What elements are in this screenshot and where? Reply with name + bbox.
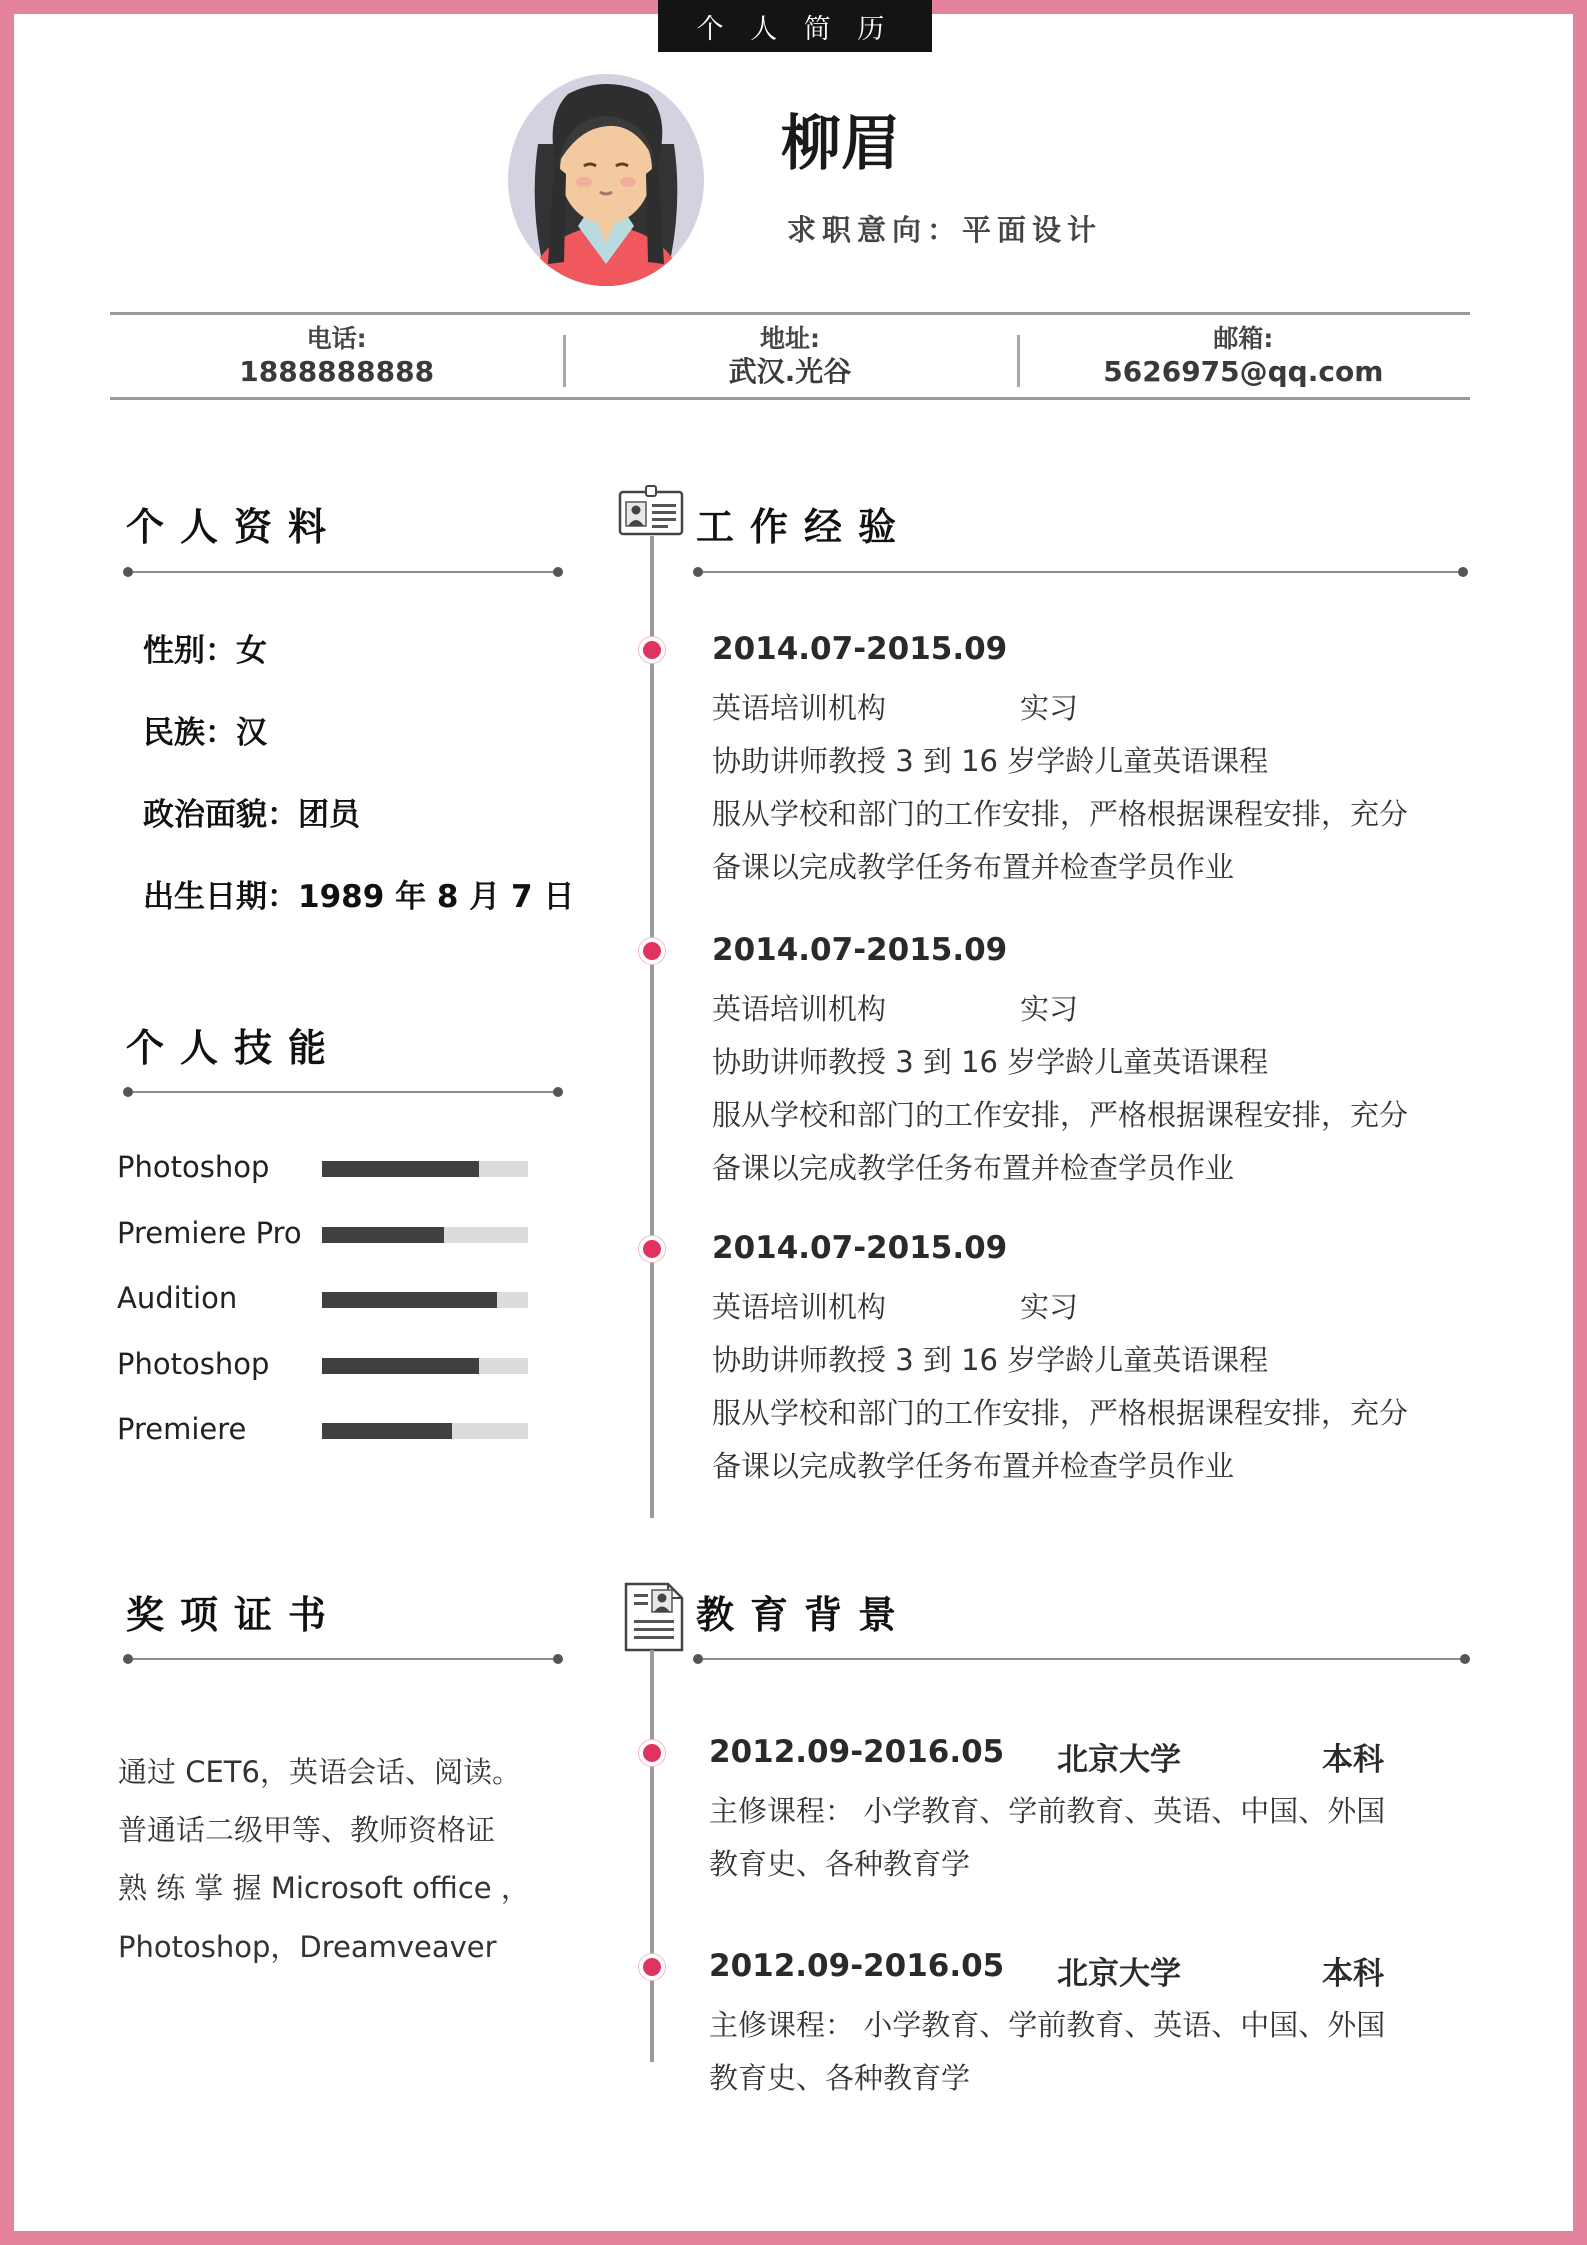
experience-date: 2014.07-2015.09: [712, 1230, 1008, 1266]
resume-title-bar: 个 人 简 历: [658, 0, 932, 52]
experience-section-title: 工作经验: [696, 505, 913, 549]
timeline-dot: [639, 1236, 665, 1262]
skill-bar-fill: [322, 1227, 444, 1243]
profile-birth-date: 出生日期：1989 年 8 月 7 日: [143, 879, 575, 915]
timeline-dot: [639, 938, 665, 964]
skill-bar-fill: [322, 1292, 497, 1308]
skill-name: Photoshop: [117, 1150, 270, 1184]
experience-detail: 协助讲师教授 3 到 16 岁学龄儿童英语课程: [712, 1343, 1269, 1377]
education-degree: 本科: [1322, 1742, 1384, 1778]
skill-name: Audition: [117, 1281, 238, 1315]
education-section-title: 教育背景: [696, 1593, 913, 1637]
section-divider: [128, 571, 558, 573]
education-school: 北京大学: [1057, 1956, 1181, 1992]
experience-detail: 服从学校和部门的工作安排，严格根据课程安排，充分: [712, 1396, 1409, 1430]
experience-org: 英语培训机构: [712, 691, 887, 725]
skill-name: Premiere Pro: [117, 1216, 302, 1250]
section-divider: [698, 571, 1463, 573]
contact-address: [563, 315, 1016, 397]
education-date: 2012.09-2016.05: [709, 1948, 1005, 1984]
section-divider: [128, 1658, 558, 1660]
profile-political-status: 政治面貌：团员: [143, 797, 360, 833]
skill-bar: [322, 1358, 528, 1374]
address-value: 武汉.光谷: [728, 355, 852, 389]
education-courses: 教育史、各种教育学: [709, 1847, 971, 1881]
experience-detail: 服从学校和部门的工作安排，严格根据课程安排，充分: [712, 797, 1409, 831]
section-divider: [698, 1658, 1465, 1660]
awards-section-title: 奖项证书: [126, 1593, 343, 1637]
skill-bar: [322, 1227, 528, 1243]
phone-value: 1888888888: [239, 355, 435, 389]
experience-org: 英语培训机构: [712, 1290, 887, 1324]
contact-label: 邮箱:: [1213, 323, 1274, 353]
experience-org: 英语培训机构: [712, 992, 887, 1026]
education-courses: 主修课程： 小学教育、学前教育、英语、中国、外国: [709, 2008, 1386, 2042]
skill-bar: [322, 1423, 528, 1439]
award-line: 熟 练 掌 握 Microsoft office ，: [118, 1871, 530, 1905]
timeline-dot: [639, 1954, 665, 1980]
contact-phone: [110, 315, 563, 397]
education-date: 2012.09-2016.05: [709, 1734, 1005, 1770]
education-degree: 本科: [1322, 1956, 1384, 1992]
contact-label: 电话:: [306, 323, 367, 353]
experience-detail: 备课以完成教学任务布置并检查学员作业: [712, 1151, 1235, 1185]
skill-name: Photoshop: [117, 1347, 270, 1381]
skill-bar-fill: [322, 1358, 479, 1374]
contact-email: [1017, 315, 1470, 397]
award-line: Photoshop，Dreamveaver: [118, 1930, 497, 1964]
skill-bar: [322, 1292, 528, 1308]
email-value: 5626975@qq.com: [1103, 355, 1384, 389]
education-timeline: [650, 1650, 654, 2062]
skill-bar-fill: [322, 1161, 479, 1177]
timeline-dot: [639, 637, 665, 663]
experience-detail: 协助讲师教授 3 到 16 岁学龄儿童英语课程: [712, 744, 1269, 778]
timeline-dot: [639, 1740, 665, 1766]
skill-bar: [322, 1161, 528, 1177]
education-courses: 教育史、各种教育学: [709, 2061, 971, 2095]
experience-timeline: [650, 536, 654, 1518]
award-line: 普通话二级甲等、教师资格证: [118, 1813, 496, 1847]
contact-bar: [110, 312, 1470, 400]
experience-role: 实习: [1020, 1290, 1079, 1324]
contact-label: 地址:: [759, 323, 820, 353]
job-intent: 求职意向：平面设计: [787, 213, 1103, 247]
id-card-icon: [618, 484, 684, 536]
experience-role: 实习: [1020, 992, 1079, 1026]
skill-bar-fill: [322, 1423, 452, 1439]
experience-date: 2014.07-2015.09: [712, 932, 1008, 968]
award-line: 通过 CET6，英语会话、阅读。: [118, 1755, 521, 1789]
profile-gender: 性别：女: [143, 633, 267, 669]
experience-detail: 备课以完成教学任务布置并检查学员作业: [712, 850, 1235, 884]
profile-section-title: 个人资料: [126, 505, 343, 549]
education-courses: 主修课程： 小学教育、学前教育、英语、中国、外国: [709, 1794, 1386, 1828]
candidate-name: 柳眉: [781, 109, 901, 179]
experience-detail: 备课以完成教学任务布置并检查学员作业: [712, 1449, 1235, 1483]
experience-date: 2014.07-2015.09: [712, 631, 1008, 667]
skills-section-title: 个人技能: [126, 1026, 343, 1070]
profile-ethnicity: 民族：汉: [143, 715, 267, 751]
education-school: 北京大学: [1057, 1742, 1181, 1778]
section-divider: [128, 1091, 558, 1093]
skill-name: Premiere: [117, 1412, 247, 1446]
experience-detail: 服从学校和部门的工作安排，严格根据课程安排，充分: [712, 1098, 1409, 1132]
experience-detail: 协助讲师教授 3 到 16 岁学龄儿童英语课程: [712, 1045, 1269, 1079]
resume-document-icon: [622, 1580, 686, 1654]
experience-role: 实习: [1020, 691, 1079, 725]
avatar: [508, 74, 704, 286]
